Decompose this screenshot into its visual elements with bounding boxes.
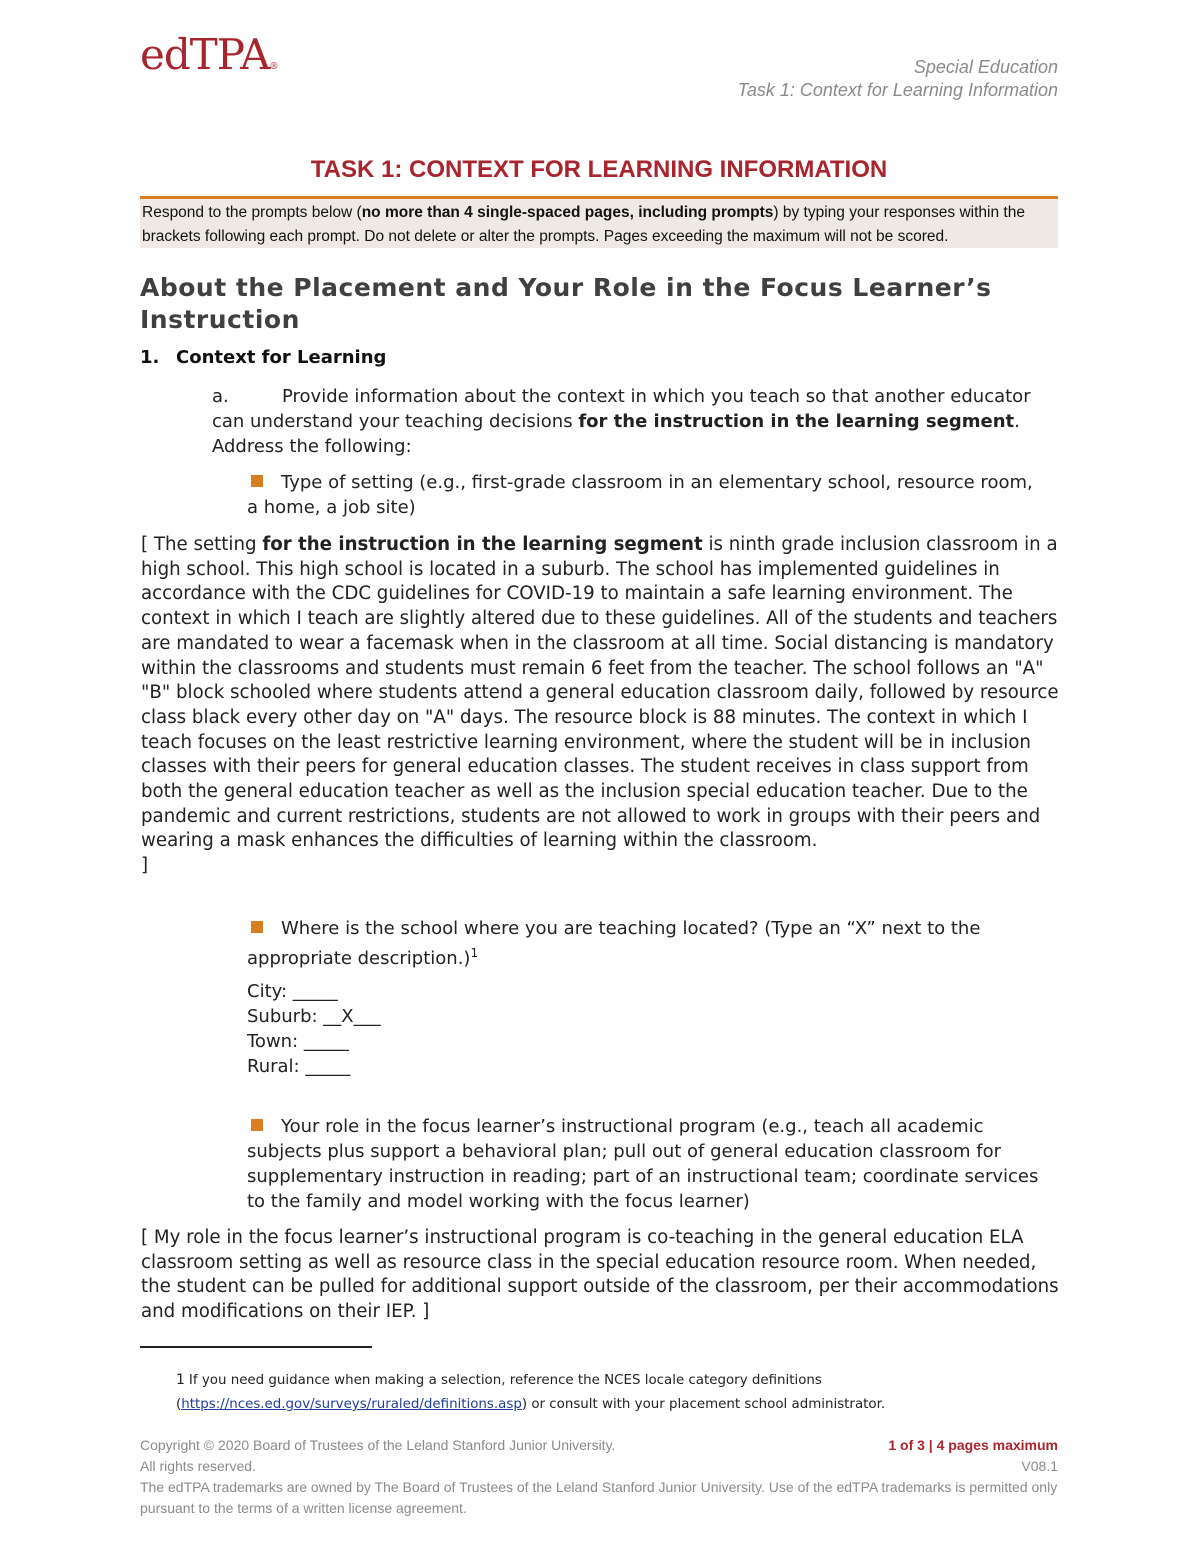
instructions-emphasis: no more than 4 single-spaced pages, including prompts [361,204,774,221]
footer-version: V08.1 [1021,1458,1058,1474]
location-city[interactable]: City: _____ [247,981,338,1002]
running-header [737,56,1058,102]
prompt-a [212,384,1042,459]
footer-copyright: Copyright © 2020 Board of Trustees of the Leland Stanford Junior University. [140,1437,616,1453]
response-bold: for the instruction in the learning segment [262,534,703,555]
response-setting[interactable] [141,533,1066,879]
instructions-text-1: Respond to the prompts below ( [142,204,362,221]
edtpa-logo [140,30,279,79]
logo-registered-mark: ® [269,62,279,72]
footer-rights: All rights reserved. [140,1458,256,1474]
footer-trademark: The edTPA trademarks are owned by The Board of Trustees of the Leland Stanford Junior University. Use of the edTPA trademarks is permitted only pursuant to the terms of a written license agreement. [140,1479,1058,1516]
prompt-bold: for the instruction in the learning segment [578,411,1015,432]
footnote-number: 1 [176,1372,185,1388]
location-rural[interactable]: Rural: _____ [247,1056,351,1077]
bullet-role-text: Your role in the focus learner’s instructional program (e.g., teach all academic subjects plus support a behavioral plan; pull out of general education classroom for supplementary instruction in reading; part of an instructional team; coordinate services to the family and model working with the focus learner) [247,1116,1039,1212]
instructions-box [140,196,1058,248]
item-heading [140,347,386,368]
instructions-text-2: ) by typing your responses within the brackets following each prompt. Do not delete or alter the prompts. Pages exceeding the maximum will not be scored. [142,204,1025,245]
page-count: 1 of 3 | 4 pages maximum [888,1437,1058,1453]
response-setting-text: is ninth grade inclusion classroom in a high school. This high school is located in a suburb. The school has implemented guidelines in accordance with the CDC guidelines for COVID-19 to maintain a safe learning environment. The context in which I teach are slightly altered due to these guidelines. All of the students and teachers are mandated to wear a facemask when in the classroom at all time. Social distancing is mandatory within the classrooms and students must remain 6 feet from the teacher. The school follows an "A" "B" block schooled where students attend a general education classroom daily, followed by resource class black every other day on "A" days. The resource block is 88 minutes. The context in which I teach focuses on the least restrictive learning environment, where the student will be in inclusion classes with their peers for general education classes. The student receives in class support from both the general education teacher as well as the inclusion special education teacher. Due to the pandemic and current restrictions, students are not allowed to work in groups with their peers and wearing a mask enhances the difficulties of learning within the classroom. [141,534,1059,852]
footnote [176,1368,1076,1417]
item-number: 1. [140,347,160,368]
square-bullet-icon [251,1119,263,1131]
square-bullet-icon [251,921,263,933]
bullet-role [247,1114,1047,1214]
logo-text: edTPA [140,30,270,79]
response-close: ] [141,855,149,877]
footnote-ref[interactable]: 1 [470,946,479,960]
response-role[interactable]: [ My role in the focus learner’s instructional program is co-teaching in the general education ELA classroom setting as well as resource class in the special education resource room. When needed, the student can be pulled for additional support outside of the classroom, per their accommodations and modifications on their IEP. ] [141,1227,1059,1323]
prompt-letter: a. [212,386,229,407]
prompt-text-2: . Address the following: [212,411,1020,457]
page-footer [140,1435,1058,1519]
location-options[interactable] [247,979,381,1079]
item-heading-text: Context for Learning [176,347,387,368]
bullet-setting [247,470,1047,520]
page-title: TASK 1: CONTEXT FOR LEARNING INFORMATION [310,156,888,183]
header-task-line: Task 1: Context for Learning Information [737,80,1058,100]
footnote-text-2: ) or consult with your placement school administrator. [521,1397,886,1412]
square-bullet-icon [251,475,263,487]
section-heading: About the Placement and Your Role in the Focus Learner’s Instruction [140,273,992,334]
response-open: [ The setting [141,534,263,555]
bullet-location [247,916,1047,971]
nces-definitions-link[interactable]: https://nces.ed.gov/surveys/ruraled/definitions.asp [181,1397,522,1412]
footnote-text-1: If you need guidance when making a selection, reference the NCES locale category definitions ( [176,1373,822,1412]
location-suburb[interactable]: Suburb: __X___ [247,1006,381,1027]
prompt-text-1: Provide information about the context in which you teach so that another educator can understand your teaching decisions [212,386,1031,432]
bullet-setting-text: Type of setting (e.g., first-grade classroom in an elementary school, resource room, a home, a job site) [247,472,1033,518]
bullet-location-text: Where is the school where you are teaching located? (Type an “X” next to the appropriate description.) [247,918,981,969]
location-town[interactable]: Town: _____ [247,1031,349,1052]
header-subject: Special Education [913,57,1058,77]
footnote-separator [140,1346,372,1348]
